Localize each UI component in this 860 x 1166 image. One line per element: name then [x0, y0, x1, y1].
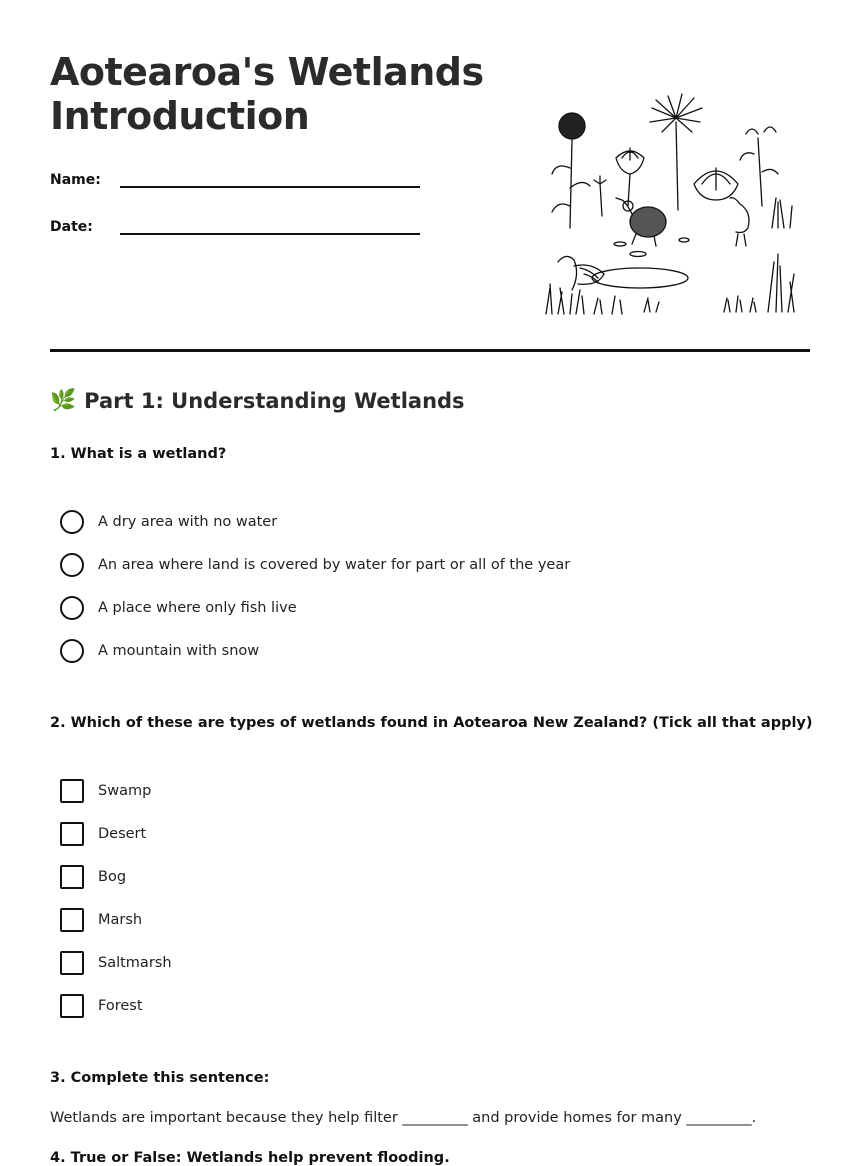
herb-leaf-icon: 🌿	[50, 388, 77, 412]
q1-option-3[interactable]	[60, 596, 297, 620]
option-label: Bog	[98, 869, 127, 885]
checkbox[interactable]	[60, 908, 84, 932]
q2-option-1[interactable]	[60, 779, 151, 803]
question-2: 2. Which of these are types of wetlands found in Aotearoa New Zealand? (Tick all that apply)	[50, 715, 813, 731]
option-label: An area where land is covered by water for part or all of the year	[98, 557, 571, 573]
checkbox[interactable]	[60, 779, 84, 803]
option-label: A mountain with snow	[98, 643, 260, 659]
part1-heading-text: Part 1: Understanding Wetlands	[84, 388, 465, 413]
checkbox[interactable]	[60, 994, 84, 1018]
date-input-line[interactable]	[120, 215, 420, 235]
q1-option-4[interactable]	[60, 639, 259, 663]
wetland-scene-illustration	[540, 88, 810, 320]
radio-button[interactable]	[60, 553, 84, 577]
option-label: A dry area with no water	[98, 514, 278, 530]
date-field-row	[50, 215, 420, 235]
name-label: Name:	[50, 172, 101, 188]
name-input-line[interactable]	[120, 168, 420, 188]
checkbox[interactable]	[60, 822, 84, 846]
radio-button[interactable]	[60, 510, 84, 534]
q2-option-2[interactable]	[60, 822, 146, 846]
option-label: Marsh	[98, 912, 143, 928]
checkbox[interactable]	[60, 865, 84, 889]
option-label: Saltmarsh	[98, 955, 172, 971]
option-label: Desert	[98, 826, 147, 842]
q2-option-4[interactable]	[60, 908, 142, 932]
name-field-row	[50, 168, 420, 188]
page-title	[50, 50, 484, 138]
q1-option-2[interactable]	[60, 553, 570, 577]
fill-in-sentence[interactable]: Wetlands are important because they help filter _________ and provide homes for many _________.	[50, 1110, 757, 1126]
q2-option-5[interactable]	[60, 951, 172, 975]
q2-option-3[interactable]	[60, 865, 126, 889]
checkbox[interactable]	[60, 951, 84, 975]
radio-button[interactable]	[60, 596, 84, 620]
radio-button[interactable]	[60, 639, 84, 663]
question-4-partial: 4. True or False: Wetlands help prevent flooding.	[50, 1150, 450, 1166]
title-line-1: Aotearoa's Wetlands	[50, 50, 484, 94]
part1-heading	[50, 388, 465, 413]
question-1: 1. What is a wetland?	[50, 446, 227, 462]
q1-option-1[interactable]	[60, 510, 277, 534]
date-label: Date:	[50, 219, 93, 235]
header-divider	[50, 349, 810, 352]
option-label: Swamp	[98, 783, 152, 799]
q2-option-6[interactable]	[60, 994, 143, 1018]
title-line-2: Introduction	[50, 94, 310, 138]
option-label: A place where only fish live	[98, 600, 297, 616]
question-3: 3. Complete this sentence:	[50, 1070, 270, 1086]
option-label: Forest	[98, 998, 143, 1014]
